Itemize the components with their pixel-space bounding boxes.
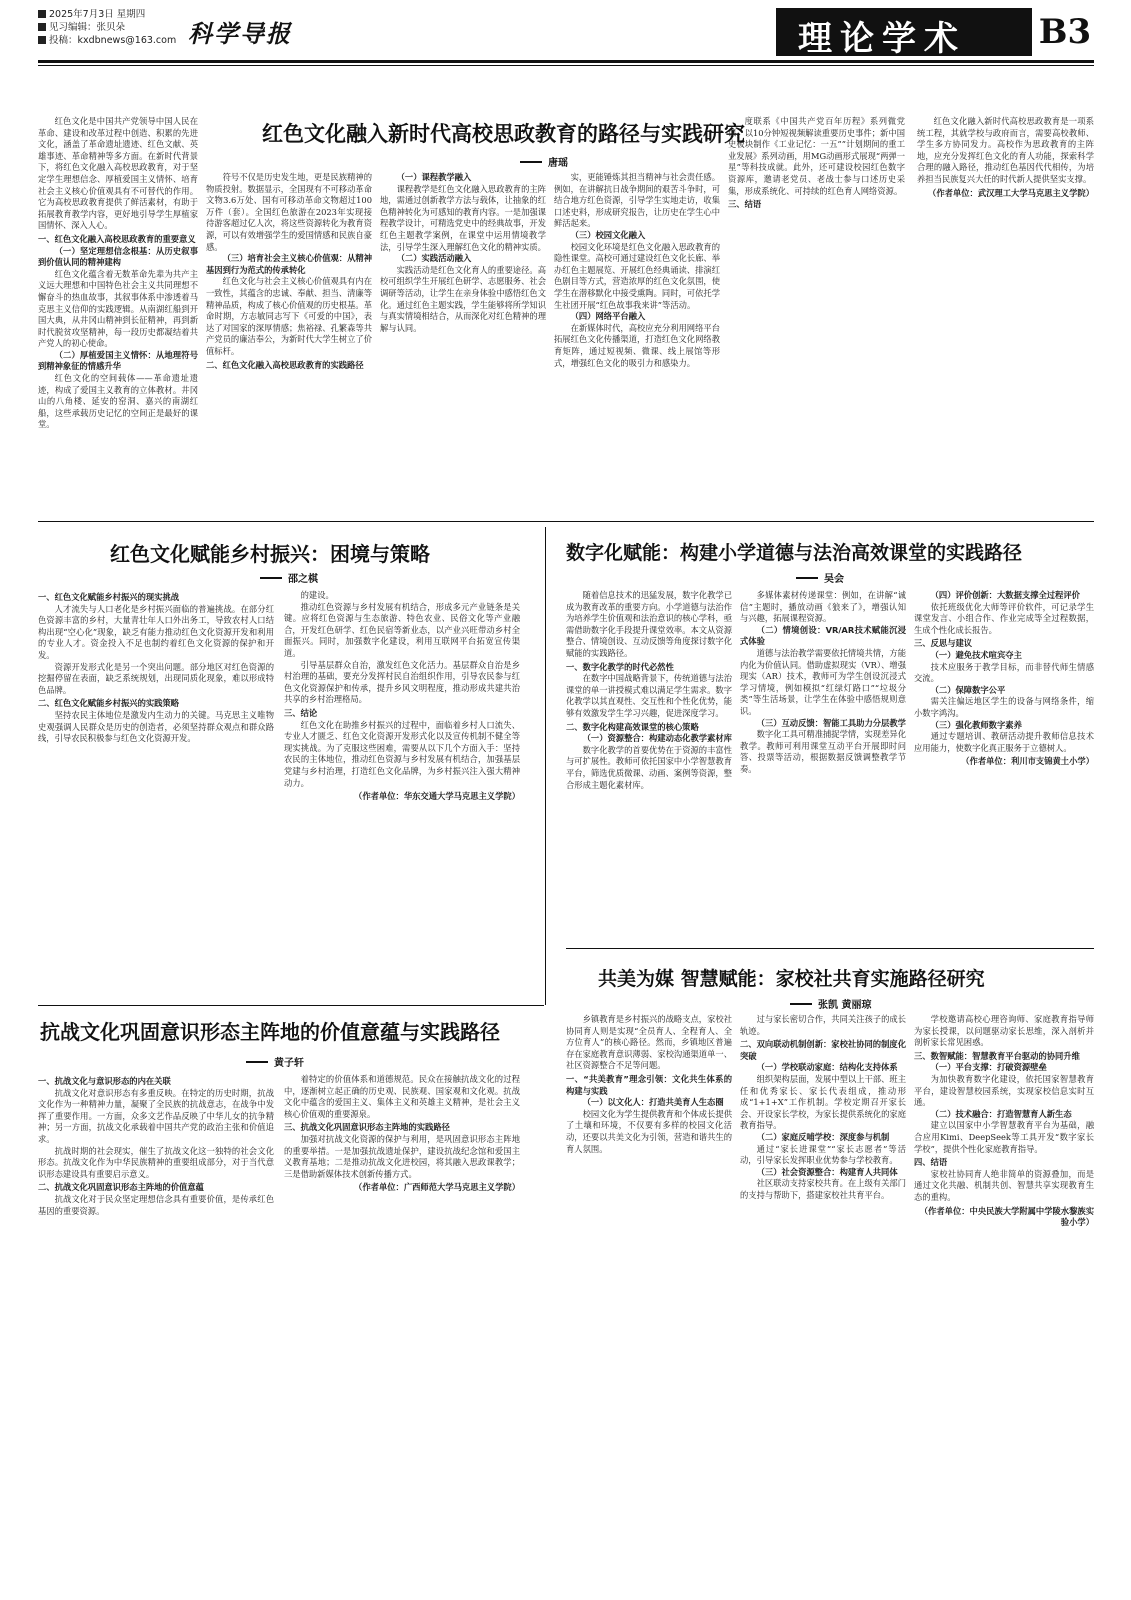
section-heading: 二、抗战文化巩固意识形态主阵地的价值意蕴 <box>38 1182 204 1193</box>
author-affiliation: （作者单位：武汉理工大学马克思主义学院） <box>928 187 1094 198</box>
body-paragraph: 抗战文化对意识形态有多重反映。在特定的历史时期，抗战文化作为一种精神力量，凝聚了全民族的抗战意志，在战争中发挥了重要作用。一方面，众多文艺作品反映了中华儿女的抗争精神；另一方面，抗战文化承载着中国共产党的政治主张和价值追求。 <box>38 1087 274 1144</box>
article3-column-1 <box>566 590 732 942</box>
section-heading: 三、结论 <box>284 707 318 718</box>
body-paragraph: 着特定的价值体系和道德规范。民众在接触抗战文化的过程中，逐渐树立起正确的历史观、民族观、国家观和文化观。抗战文化中蕴含的爱国主义、集体主义和英雄主义精神，是社会主义核心价值观的重要源泉。 <box>284 1074 520 1119</box>
author-affiliation: （作者单位：利川市支锦黄土小学） <box>961 756 1094 767</box>
issue-meta <box>38 8 176 47</box>
header-rule-thin <box>38 65 1094 66</box>
subsection-heading: （二）技术融合：打造智慧育人新生态 <box>930 1108 1072 1119</box>
body-paragraph: 过与家长密切合作，共同关注孩子的成长轨迹。 <box>740 1014 906 1036</box>
divider-horizontal <box>566 948 1094 949</box>
body-paragraph: 红色文化是中国共产党领导中国人民在革命、建设和改革过程中创造、积累的先进文化，涵盖了革命遗址遗迹、红色文献、英雄事迹、革命精神等多方面。在新时代背景下，将红色文化融入高校思政教育，对于坚定学生理想信念、厚植爱国主义情怀、培育社会主义核心价值观具有不可替代的作用。它为高校思政教育提供了鲜活素材，有助于拓展教育教学内容，更好地引导学生厚植家国情怀、深入人心。 <box>38 116 198 231</box>
body-paragraph: 符号不仅是历史发生地，更是民族精神的物质投射。数据显示，全国现有不可移动革命文物3.6万处、国有可移动革命文物超过100万件（套）。全国红色旅游在2023年实现接待游客超过亿人次，将这些资源转化为教育资源，可以有效增强学生的爱国情感和民族自豪感。 <box>206 172 372 252</box>
subsection-heading: （一）课程教学融入 <box>396 172 472 182</box>
body-paragraph: 多媒体素材传递课堂：例如，在讲解“诚信”主题时，播放动画《狼来了》，增强认知与兴趣，拓展课程资源。 <box>740 590 906 624</box>
subsection-heading: （一）以文化人：打造共美育人生态圈 <box>582 1097 724 1108</box>
author-dash-icon <box>260 577 282 579</box>
body-paragraph: 人才流失与人口老化是乡村振兴面临的普遍挑战。在部分红色资源丰富的乡村，大量青壮年人口外出务工，导致农村人口结构出现“空心化”现象，缺乏有能力推动红色文化资源开发和利用的专业人才。资金投入不足也制约着红色文化资源的保护和开发。 <box>38 603 274 660</box>
article2-column-1 <box>38 590 274 1000</box>
body-paragraph: 通过专题培训、教研活动提升教师信息技术应用能力，使数字化真正服务于立德树人。 <box>914 731 1094 753</box>
section-heading: 二、红色文化融入高校思政教育的实践路径 <box>206 359 364 370</box>
subsection-heading: （三）校园文化融入 <box>570 229 646 240</box>
section-label: 理论学术 <box>798 19 966 59</box>
section-banner <box>776 8 1094 59</box>
body-paragraph: 数字化工具可精准捕捉学情，实现差异化教学。教师可利用课堂互动平台开展即时问答、投票等活动，根据数据反馈调整教学节奏。 <box>740 729 906 774</box>
article4-column-2 <box>284 1074 520 1590</box>
body-paragraph: 加强对抗战文化资源的保护与利用，是巩固意识形态主阵地的重要举措。一是加强抗战遗址保护，建设抗战纪念馆和爱国主义教育基地；二是推动抗战文化进校园，将其融入思政课教学；三是借助新媒体技术创新传播方式。 <box>284 1133 520 1179</box>
author-dash-icon <box>246 1061 268 1063</box>
body-paragraph: 引导基层群众自治，激发红色文化活力。基层群众自治是乡村治理的基础，要充分发挥村民自治组织作用，引导农民参与红色文化资源保护和传承，提升乡风文明程度，推动形成共建共治共享的乡村治理格局。 <box>284 659 520 705</box>
body-paragraph: 需关注偏远地区学生的设备与网络条件，缩小数字鸿沟。 <box>914 696 1094 718</box>
body-paragraph: 抗战时期的社会现实，催生了抗战文化这一独特的社会文化形态。抗战文化作为中华民族精神的重要组成部分，对于当代意识形态建设具有重要启示意义。 <box>38 1145 274 1179</box>
body-paragraph: 道德与法治教学需要依托情境共情，方能内化为价值认同。借助虚拟现实（VR）、增强现实（AR）技术，教师可为学生创设沉浸式学习情境，例如模拟“红绿灯路口”“垃圾分类”等生活场景，让学生在体验中感悟规则意识。 <box>740 647 906 716</box>
article1-column-1 <box>38 116 198 516</box>
subsection-heading: （一）资源整合：构建动态化教学素材库 <box>582 733 732 744</box>
article5-author: 张凯 黄丽琼 <box>790 996 871 1011</box>
section-heading: 四、结语 <box>914 1157 948 1168</box>
subsection-heading: （三）培育社会主义核心价值观：从精神基因到行为范式的传承转化 <box>206 253 372 275</box>
section-heading: 一、抗战文化与意识形态的内在关联 <box>38 1076 171 1086</box>
article1-column-2 <box>206 172 372 516</box>
subsection-heading: （四）评价创新：大数据支撑全过程评价 <box>930 590 1080 600</box>
subsection-heading: （一）坚定理想信念根基：从历史叙事到价值认同的精神建构 <box>38 245 198 268</box>
body-paragraph: 抗战文化对于民众坚定理想信念具有重要价值，是传承红色基因的重要资源。 <box>38 1193 274 1216</box>
article1-column-3 <box>380 172 546 516</box>
subsection-heading: （二）家庭反哺学校：深度参与机制 <box>756 1131 890 1142</box>
body-paragraph: 社区联动支持家校共育。在上级有关部门的支持与帮助下，搭建家校社共育平台。 <box>740 1178 906 1200</box>
body-paragraph: 技术应服务于教学目标，而非替代师生情感交流。 <box>914 661 1094 684</box>
section-heading: 一、“共美教育”理念引领：文化共生体系的构建与实践 <box>566 1073 732 1096</box>
subsection-heading: （一）平台支撑：打破资源壁垒 <box>930 1062 1047 1073</box>
section-heading: 一、红色文化融入高校思政教育的重要意义 <box>38 233 196 244</box>
subsection-heading: （一）学校联动家庭：结构化支持体系 <box>756 1062 898 1073</box>
body-paragraph: 课程教学是红色文化融入思政教育的主阵地，需通过创新教学方法与载体，让抽象的红色精神转化为可感知的教育内容。一是加强课程教学设计，可精选党史中的经典故事，开发红色主题教学案例，在课堂中运用情境教学法，引导学生深入理解红色文化的精神实质。 <box>380 183 546 252</box>
author-dash-icon <box>796 577 818 579</box>
body-paragraph: 校园文化为学生提供教育和个体成长提供了土壤和环境，不仅要有多样的校园文化活动，还要以共美文化为引领，营造和谐共生的育人氛围。 <box>566 1108 732 1154</box>
body-paragraph: 坚持农民主体地位是激发内生动力的关键。马克思主义唯物史观强调人民群众是历史的创造者，必须坚持群众观点和群众路线，引导农民积极参与红色文化资源开发。 <box>38 709 274 744</box>
body-paragraph: 在数字中国战略背景下，传统道德与法治课堂的单一讲授模式难以满足学生需求。数字化教学以其直观性、交互性和个性化优势，能够有效激发学生学习兴趣，促进深度学习。 <box>566 673 732 718</box>
section-heading: 一、红色文化赋能乡村振兴的现实挑战 <box>38 592 180 602</box>
article5-column-2 <box>740 1014 906 1590</box>
square-bullet-icon <box>38 10 46 18</box>
body-paragraph: 家校社协同育人绝非简单的资源叠加，而是通过文化共融、机制共创、智慧共享实现教育生态的重构。 <box>914 1168 1094 1202</box>
divider-vertical <box>545 527 546 1005</box>
issue-editor: 见习编辑：张贝朵 <box>38 21 176 34</box>
body-paragraph: 学校邀请高校心理咨询师、家庭教育指导师为家长授课，以问题驱动家长思维，深入剖析并剖析家长常见困惑。 <box>914 1014 1094 1048</box>
section-heading: 一、数字化教学的时代必然性 <box>566 661 674 672</box>
article2-author: 邵之棋 <box>260 570 318 585</box>
body-paragraph: 乡镇教育是乡村振兴的战略支点，家校社协同育人则是实现“全员育人、全程育人、全方位育人”的核心路径。然而，乡镇地区普遍存在家庭教育意识薄弱、家校沟通渠道单一、社区资源整合不足等问题。 <box>566 1014 732 1071</box>
section-heading: 三、抗战文化巩固意识形态主阵地的实践路径 <box>284 1122 450 1133</box>
issue-date: 2025年7月3日 星期四 <box>38 8 176 21</box>
issue-email: 投稿：kxdbnews@163.com <box>38 34 176 47</box>
section-heading: 二、数字化构建高效课堂的核心策略 <box>566 721 699 732</box>
subsection-heading: （二）厚植爱国主义情怀：从地理符号到精神象征的情感升华 <box>38 349 198 372</box>
body-paragraph: 校园文化环境是红色文化融入思政教育的隐性课堂。高校可通过建设红色文化长廊、举办红色主题展览、开展红色经典诵读、排演红色剧目等方式，营造浓厚的红色文化氛围，使学生在潜移默化中接受熏陶。同时，可依托学生社团开展“红色故事我来讲”等活动。 <box>554 241 720 310</box>
section-heading: 三、反思与建议 <box>914 638 973 649</box>
article4-title: 抗战文化巩固意识形态主阵地的价值意蕴与实践路径 <box>40 1020 500 1044</box>
article3-column-3 <box>914 590 1094 942</box>
article1-title: 红色文化融入新时代高校思政教育的路径与实践研究 <box>262 122 745 146</box>
body-paragraph: 红色文化在助推乡村振兴的过程中，面临着乡村人口流失、专业人才匮乏、红色文化资源开发形式化以及宣传机制不健全等现实挑战。为了克服这些困难，需要从以下几个方面入手：坚持农民的主体地位，推动红色资源与乡村发展有机结合，加强基层党建与乡村治理，打造红色文化品牌，为乡村振兴注入强大精神动力。 <box>284 719 520 788</box>
subsection-heading: （三）互动反馈：智能工具助力分层教学 <box>756 717 906 728</box>
subsection-heading: （二）情境创设：VR/AR技术赋能沉浸式体验 <box>740 624 906 647</box>
body-paragraph: 通过“家长进课堂”“家长志愿者”等活动，引导家长发挥职业优势参与学校教育。 <box>740 1143 906 1166</box>
body-paragraph: 资源开发形式化是另一个突出问题。部分地区对红色资源的挖掘停留在表面，缺乏系统规划，出现同质化现象，难以形成特色品牌。 <box>38 661 274 695</box>
section-heading: 二、双向联动机制创新：家校社协同的制度化突破 <box>740 1039 906 1061</box>
body-paragraph: 依托班级优化大师等评价软件，可记录学生课堂发言、小组合作、作业完成等全过程数据，生成个性化成长报告。 <box>914 601 1094 635</box>
body-paragraph: 红色文化与社会主义核心价值观具有内在一致性，其蕴含的忠诚、奉献、担当、清廉等精神品质，构成了核心价值观的历史根基。革命时期，方志敏同志写下《可爱的中国》，表达了对国家的深厚情感；焦裕禄、孔繁森等共产党员的廉洁奉公，为新时代大学生树立了价值标杆。 <box>206 276 372 356</box>
page-number: B3 <box>1032 8 1098 56</box>
body-paragraph: 红色文化融入新时代高校思政教育是一项系统工程，其就学校与政府而言，需要高校教师、学生多方协同发力。高校作为思政教育的主阵地，应充分发挥红色文化的育人功能，探索科学合理的融入路径，推动红色基因代代相传，为培养担当民族复兴大任的时代新人提供坚实支撑。 <box>917 116 1094 184</box>
subsection-heading: （三）强化教师数字素养 <box>930 719 1022 730</box>
body-paragraph: 实践活动是红色文化育人的重要途径。高校可组织学生开展红色研学、志愿服务、社会调研等活动，让学生在亲身体验中感悟红色文化。通过红色主题实践，学生能够将所学知识与真实情境相结合，从而深化对红色精神的理解与认同。 <box>380 264 546 333</box>
section-heading: 二、红色文化赋能乡村振兴的实践策略 <box>38 698 180 709</box>
body-paragraph: 组织架构层面，发展中型以上干部、班主任和优秀家长、家长代表组成，推动形成“1+1+X”工作机制。学校定期召开家长会、开设家长学校，为家长提供系统化的家庭教育指导。 <box>740 1073 906 1131</box>
body-paragraph: 为加快教育数字化建设，依托国家智慧教育平台，建设智慧校园系统，实现家校信息实时互通。 <box>914 1073 1094 1108</box>
article5-title: 共美为媒 智慧赋能：家校社共育实施路径研究 <box>598 968 985 990</box>
divider-horizontal <box>38 1005 544 1006</box>
body-paragraph: 推动红色资源与乡村发展有机结合，形成多元产业链条是关键。应将红色资源与生态旅游、特色农业、民俗文化等产业融合，开发红色研学、红色民宿等新业态，以产业兴旺带动乡村全面振兴。同时，加强数字化建设，利用互联网平台拓宽宣传渠道。 <box>284 601 520 658</box>
body-paragraph: 建立以国家中小学智慧教育平台为基础，融合应用Kimi、DeepSeek等工具开发“数字家长学校”，提供个性化家庭教育指导。 <box>914 1120 1094 1154</box>
article1-author: 唐瑶 <box>520 154 568 169</box>
subsection-heading: （二）实践活动融入 <box>396 253 472 264</box>
subsection-heading: （一）避免技术喧宾夺主 <box>930 649 1022 660</box>
square-bullet-icon <box>38 36 46 44</box>
body-paragraph: 数字化教学的首要优势在于资源的丰富性与可扩展性。教师可依托国家中小学智慧教育平台，筛选优质微课、动画、案例等资源，整合形成主题化素材库。 <box>566 744 732 790</box>
article3-author: 吴会 <box>796 570 844 585</box>
divider-horizontal <box>38 521 1094 522</box>
article5-column-1 <box>566 1014 732 1590</box>
author-affiliation: （作者单位：广西师范大学马克思主义学院） <box>354 1182 520 1193</box>
article2-column-2 <box>284 590 520 1000</box>
body-paragraph: 红色文化的空间载体——革命遗址遗迹，构成了爱国主义教育的立体教材。井冈山的八角楼、延安的窑洞、嘉兴的南湖红船，这些承载历史记忆的空间正是最好的课堂。 <box>38 373 198 430</box>
article3-title: 数字化赋能：构建小学道德与法治高效课堂的实践路径 <box>566 542 1023 564</box>
article5-column-3 <box>914 1014 1094 1590</box>
article2-title: 红色文化赋能乡村振兴：困境与策略 <box>110 542 430 566</box>
body-paragraph: 在新媒体时代，高校应充分利用网络平台拓展红色文化传播渠道，打造红色文化网络教育矩阵，通过短视频、微课、线上展馆等形式，增强红色文化的吸引力和感染力。 <box>554 322 720 368</box>
header-rule <box>38 60 1094 63</box>
body-paragraph: 随着信息技术的迅猛发展，数字化教学已成为教育改革的重要方向。小学道德与法治作为培养学生价值观和法治意识的核心学科，亟需借助数字化手段提升课堂效率。本文从资源整合、情境创设、互动反馈等角度探讨数字化赋能的实践路径。 <box>566 590 732 658</box>
author-affiliation: （作者单位：华东交通大学马克思主义学院） <box>354 791 520 802</box>
section-heading: 三、结语 <box>728 199 762 210</box>
article4-author: 黄子轩 <box>246 1054 304 1069</box>
body-paragraph: 实，更能锤炼其担当精神与社会责任感。例如，在讲解抗日战争期间的艰苦斗争时，可结合地方红色资源，引导学生实地走访，收集口述史料，形成研究报告，让历史在学生心中鲜活起来。 <box>554 172 720 229</box>
section-heading: 三、数智赋能：智慧教育平台驱动的协同升维 <box>914 1050 1080 1061</box>
author-dash-icon <box>520 161 542 163</box>
article3-column-2 <box>740 590 906 942</box>
subsection-heading: （二）保障数字公平 <box>930 684 1006 695</box>
article1-column-5 <box>728 116 1094 516</box>
masthead-logo: 科学导报 <box>188 19 292 48</box>
body-paragraph: 的建设。 <box>300 590 334 600</box>
article1-column-4 <box>554 172 720 516</box>
subsection-heading: （四）网络平台融入 <box>570 311 646 322</box>
article4-column-1 <box>38 1074 274 1590</box>
square-bullet-icon <box>38 23 46 31</box>
body-paragraph: 度联系《中国共产党百年历程》系列微党课，以10分钟短视频解读重要历史事件；新中国史板块制作《工业记忆：一五””计划期间的重工业发展》系列动画，用MG动画形式展现“两弹一星”等科技成就。此外，还可建设校园红色数字资源库，邀请老党员、老战士参与口述历史采集，形成系统化、可持续的红色育人网络资源。 <box>728 116 906 196</box>
subsection-heading: （三）社会资源整合：构建育人共同体 <box>756 1166 898 1177</box>
author-affiliation: （作者单位：中央民族大学附属中学陵水黎族实验小学） <box>919 1205 1094 1228</box>
author-dash-icon <box>790 1003 812 1005</box>
body-paragraph: 红色文化蕴含着无数革命先辈为共产主义远大理想和中国特色社会主义共同理想不懈奋斗的热血故事，其叙事体系中渗透着马克思主义信仰的实践逻辑。从南湖红船到开国大典，从井冈山精神到长征精神，再到新时代脱贫攻坚精神，每一段历史都凝结着共产党人的初心使命。 <box>38 268 198 349</box>
